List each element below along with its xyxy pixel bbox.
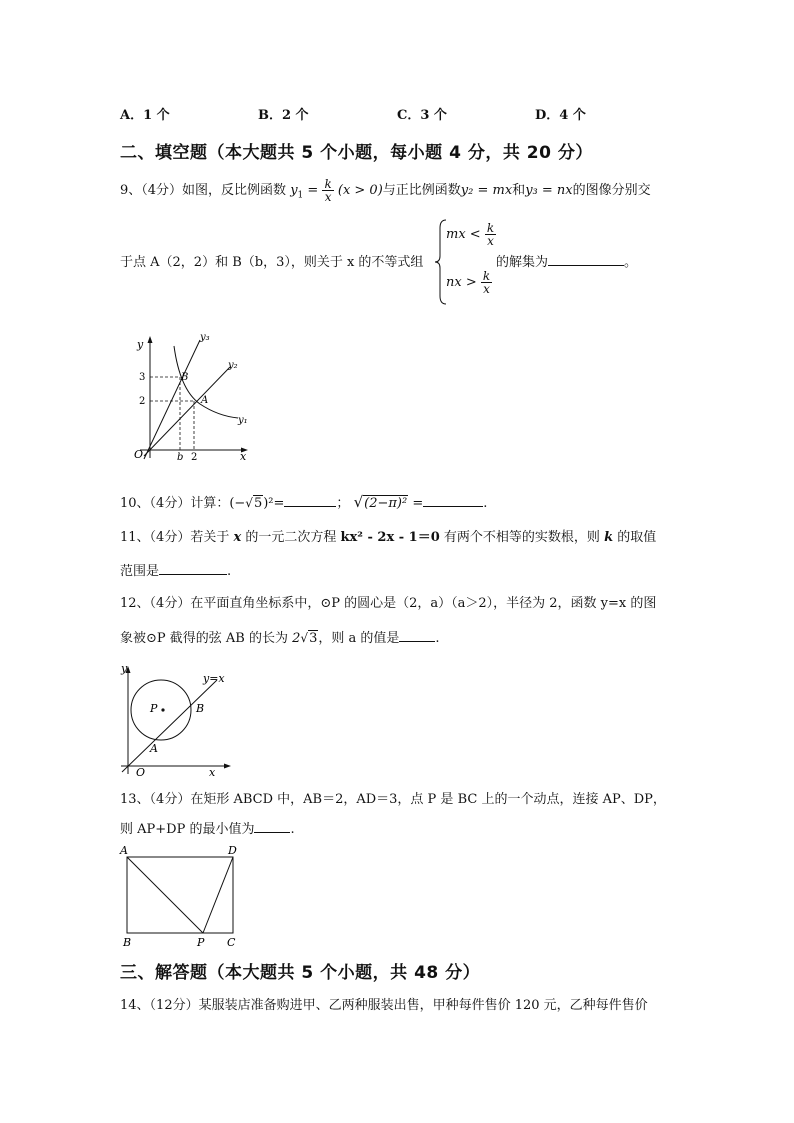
question-13-line2 — [120, 820, 295, 840]
option-d: D．4 个 — [535, 108, 586, 123]
graph-q9 — [122, 330, 254, 464]
g1-line-y3 — [144, 340, 200, 459]
question-13-line1: 13、（4分）在矩形 ABCD 中，AB＝2，AD＝3，点 P 是 BC 上的一个动点，连接 AP、DP， — [120, 792, 666, 807]
q9-ineq1-lhs: mx < — [446, 227, 481, 242]
g3-p-label: P — [197, 936, 205, 948]
q9-ineq2 — [446, 270, 492, 295]
g1-b-point-label: B — [181, 372, 189, 383]
q9-answer-blank[interactable] — [548, 253, 624, 266]
graph-q13 — [117, 842, 245, 948]
g1-x-label: x — [240, 450, 247, 463]
q9-ineq1-frac — [485, 222, 496, 247]
g2-line-label: y=x — [203, 672, 225, 685]
g2-x-arrow-icon — [224, 764, 231, 769]
q11-c: 有两个不相等的实数根，则 — [443, 530, 600, 545]
q10-blank2[interactable] — [423, 494, 483, 507]
q9-y1: y — [290, 183, 298, 198]
q10-sep: ； — [336, 496, 350, 511]
q10-end: . — [483, 496, 488, 511]
q11-x: x — [233, 530, 242, 545]
q10-blank1[interactable] — [284, 494, 336, 507]
q9-ineq2-den: x — [483, 282, 490, 296]
g1-tick-b: b — [177, 452, 184, 463]
q9-frac-den: x — [324, 190, 332, 204]
graph-q12 — [117, 660, 233, 778]
q9-y2: y₂ = mx — [460, 183, 513, 198]
q9-y3: y₃ = nx — [525, 183, 573, 198]
g2-circle — [131, 680, 191, 740]
q11-d: 的取值 — [617, 530, 657, 545]
section-3-title: 三、解答题（本大题共 5 个小题，共 48 分） — [120, 963, 481, 983]
q11-k: k — [604, 530, 614, 545]
q12-end: . — [435, 631, 440, 646]
question-10: 10、（4分）计算：(−√5)²= ； √(2−π)² = . — [120, 493, 488, 511]
question-11-line1 — [120, 528, 656, 548]
section-2-title: 二、填空题（本大题共 5 个小题，每小题 4 分，共 20 分） — [120, 143, 593, 163]
g2-p-label: P — [150, 702, 158, 715]
q10-text: 10、（4分）计算：(− — [120, 496, 246, 511]
q13-line2: 则 AP+DP 的最小值为 — [120, 822, 255, 837]
q9-and: 和 — [512, 183, 526, 198]
g3-d-label: D — [228, 844, 237, 857]
q9-line2-tail — [496, 253, 637, 273]
question-11-line2 — [120, 562, 231, 582]
question-9-line1 — [120, 178, 690, 206]
g2-x-label: x — [209, 766, 216, 778]
q10-text2: )²= — [263, 496, 285, 511]
q9-mid: 与正比例函数 — [382, 183, 461, 198]
q9-ineq2-lhs: nx > — [446, 275, 477, 290]
option-a: A．1 个 — [120, 108, 170, 123]
g1-tick-2x: 2 — [191, 452, 198, 463]
g2-o-label: O — [136, 766, 146, 778]
g1-y3-label: y₃ — [200, 332, 210, 343]
question-12-line2: 象被⊙P 截得的弦 AB 的长为 2√3，则 a 的值是 . — [120, 631, 440, 646]
q9-fraction — [322, 178, 333, 203]
q12-blank[interactable] — [399, 629, 435, 642]
q11-line2: 范围是 — [120, 564, 160, 579]
g2-b-label: B — [196, 702, 205, 715]
q11-b: 的一元二次方程 — [245, 530, 337, 545]
question-14: 14、（12分）某服装店准备购进甲、乙两种服装出售，甲种每件售价 120 元，乙种每件售价 — [120, 998, 648, 1013]
g1-y1-label: y₁ — [238, 415, 248, 426]
q9-ineq1-num: k — [486, 221, 495, 235]
g3-c-label: C — [227, 936, 236, 948]
q10-root1: 5 — [253, 496, 263, 511]
q12-line2b: ，则 a 的值是 — [318, 631, 400, 646]
g3-segment-ap — [127, 857, 203, 933]
q12-chord: 2 — [292, 631, 301, 646]
g2-center-point — [161, 708, 164, 711]
g3-b-label: B — [123, 936, 132, 948]
q10-eq: = — [408, 496, 424, 511]
q12-line2a: 象被⊙P 截得的弦 AB 的长为 — [120, 631, 288, 646]
q13-blank[interactable] — [254, 820, 290, 833]
q9-text-a: 9、（4分）如图，反比例函数 — [120, 183, 287, 198]
q9-y1-sub: 1 — [297, 190, 304, 201]
q9-frac-num: k — [324, 177, 332, 191]
g1-y-label: y — [137, 338, 144, 351]
q11-end: . — [227, 564, 232, 579]
answer-options — [120, 104, 680, 124]
q9-tail: 的图像分别交 — [572, 183, 651, 198]
g1-o-label: O — [134, 448, 144, 461]
option-c: C．3 个 — [397, 108, 447, 123]
q9-end: 。 — [624, 255, 638, 270]
q9-line2b: 的解集为 — [496, 255, 549, 270]
g1-tick-3: 3 — [139, 372, 146, 383]
q9-ineq1-den: x — [487, 234, 494, 248]
q12-root: 3 — [309, 631, 318, 646]
g2-a-label: A — [150, 742, 158, 755]
q9-line2-text: 于点 A（2，2）和 B（b，3），则关于 x 的不等式组 — [120, 255, 424, 270]
q13-end: . — [290, 822, 295, 837]
q9-eq: = — [303, 183, 323, 198]
g1-tick-2: 2 — [139, 396, 146, 407]
g2-y-label: y — [121, 662, 128, 675]
q11-blank[interactable] — [159, 562, 227, 575]
q9-ineq1 — [446, 222, 496, 247]
g1-y2-label: y₂ — [228, 360, 238, 371]
q9-ineq2-frac — [481, 270, 492, 295]
g3-rectangle — [127, 857, 233, 933]
g3-segment-dp — [203, 857, 233, 933]
g1-y-arrow-icon — [148, 336, 153, 343]
question-12-line1: 12、（4分）在平面直角坐标系中，⊙P 的圆心是（2，a）（a＞2），半径为 2，函数 y=x 的图 — [120, 596, 657, 611]
g1-a-point-label: A — [201, 395, 209, 406]
g3-a-label: A — [120, 844, 128, 857]
option-b: B．2 个 — [258, 108, 309, 123]
q9-ineq2-num: k — [482, 269, 491, 283]
q10-root2: (2−π)² — [364, 496, 408, 511]
q11-a: 11、（4分）若关于 — [120, 530, 230, 545]
q11-eq: kx² - 2x - 1＝0 — [340, 530, 440, 545]
q9-cond: (x > 0) — [337, 183, 383, 198]
